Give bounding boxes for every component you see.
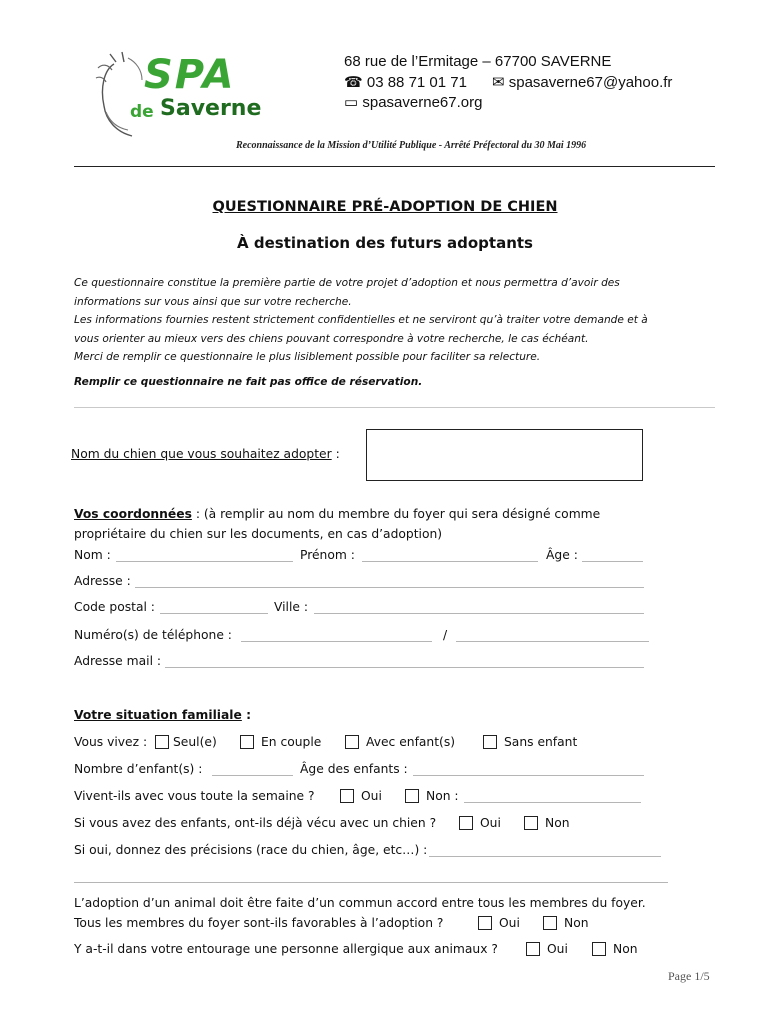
ville-label: Ville : [274,600,309,614]
email-address: spasaverne67@yahoo.fr [508,74,673,91]
vivez-label: Vous vivez : [74,735,148,749]
favorables-oui-label: Oui [499,916,520,930]
phone-line [344,73,467,91]
vivent-non-label: Non : [426,789,459,803]
seul-checkbox[interactable] [155,735,169,749]
vivent-label: Vivent-ils avec vous toute la semaine ? [74,789,315,803]
telephone-separator: / [443,628,448,642]
mail-label: Adresse mail : [74,654,162,668]
ville-field[interactable] [314,613,644,614]
precisions-label: Si oui, donnez des précisions (race du chien, âge, etc…) : [74,843,428,857]
coordonnees-heading: Vos coordonnées : (à remplir au nom du membre du foyer qui sera désigné comme [74,507,601,521]
intro-line-1: Ce questionnaire constitue la première partie de votre projet d’adoption et nous permettra d’avoir des [74,277,620,289]
code-postal-label: Code postal : [74,600,155,614]
famille-heading-text: Votre situation familiale [74,708,242,722]
allergique-oui-label: Oui [547,942,568,956]
prenom-label: Prénom : [300,548,355,562]
telephone-field-1[interactable] [241,641,432,642]
dog-name-label-text: Nom du chien que vous souhaitez adopter [71,447,332,461]
intro-divider [74,407,715,408]
logo [92,48,262,140]
envelope-icon: ✉ [492,74,505,91]
nb-enfants-field[interactable] [212,775,293,776]
favorables-non-checkbox[interactable] [543,916,557,930]
nom-field[interactable] [116,561,293,562]
vivent-oui-checkbox[interactable] [340,789,354,803]
favorables-non-label: Non [564,916,589,930]
intro-line-2: informations sur vous ainsi que sur votre recherche. [74,295,352,308]
precisions-field-2[interactable] [74,882,668,883]
avec-enfants-checkbox[interactable] [345,735,359,749]
vecu-oui-checkbox[interactable] [459,816,473,830]
allergique-oui-checkbox[interactable] [526,942,540,956]
allergique-non-checkbox[interactable] [592,942,606,956]
intro-paragraph [74,274,714,367]
allergique-non-label: Non [613,942,638,956]
vecu-non-checkbox[interactable] [524,816,538,830]
header-divider [74,166,715,167]
intro-line-5: Merci de remplir ce questionnaire le plus lisiblement possible pour faciliter sa relecture. [74,351,541,364]
mail-field[interactable] [165,667,644,668]
page-title: QUESTIONNAIRE PRÉ-ADOPTION DE CHIEN [212,199,558,215]
dog-name-label: Nom du chien que vous souhaitez adopter : [71,447,340,461]
phone-number: 03 88 71 01 71 [366,74,467,91]
phone-icon: ☎ [344,74,363,91]
famille-heading: Votre situation familiale : [74,708,252,722]
website-line [344,93,482,111]
couple-checkbox[interactable] [240,735,254,749]
reservation-note: Remplir ce questionnaire ne fait pas office de réservation. [74,376,423,388]
website-url: spasaverne67.org [362,94,483,111]
avec-enfants-label: Avec enfant(s) [366,735,456,749]
prenom-field[interactable] [362,561,538,562]
seul-label: Seul(e) [173,735,217,749]
computer-icon: ▭ [344,94,359,111]
email-line [492,73,672,91]
page-subtitle: À destination des futurs adoptants [237,234,533,252]
dog-name-field[interactable] [366,429,643,481]
vecu-oui-label: Oui [480,816,501,830]
age-enfants-label: Âge des enfants : [300,762,408,776]
vecu-label: Si vous avez des enfants, ont-ils déjà vécu avec un chien ? [74,816,437,830]
couple-label: En couple [261,735,322,749]
sans-enfant-checkbox[interactable] [483,735,497,749]
coordonnees-heading-text: Vos coordonnées [74,507,192,521]
telephone-label: Numéro(s) de téléphone : [74,628,232,642]
address-line: 68 rue de l’Ermitage – 67700 SAVERNE [344,53,612,70]
allergique-label: Y a-t-il dans votre entourage une personne allergique aux animaux ? [74,942,498,956]
favorables-label: Tous les membres du foyer sont-ils favorables à l’adoption ? [74,916,444,930]
favorables-oui-checkbox[interactable] [478,916,492,930]
adresse-label: Adresse : [74,574,131,588]
code-postal-field[interactable] [160,613,268,614]
mission-statement: Reconnaissance de la Mission d’Utilité Publique - Arrêté Préfectoral du 30 Mai 1996 [236,140,587,151]
age-label: Âge : [546,548,578,562]
nb-enfants-label: Nombre d’enfant(s) : [74,762,203,776]
vivent-non-field[interactable] [464,802,641,803]
vecu-non-label: Non [545,816,570,830]
accord-statement: L’adoption d’un animal doit être faite d’un commun accord entre tous les membres du foyer. [74,896,646,910]
telephone-field-2[interactable] [456,641,649,642]
vivent-non-checkbox[interactable] [405,789,419,803]
age-field[interactable] [582,561,643,562]
sans-enfant-label: Sans enfant [504,735,578,749]
adresse-field[interactable] [135,587,644,588]
logo-saverne-text: Saverne [160,96,262,121]
precisions-field-1[interactable] [429,856,661,857]
nom-label: Nom : [74,548,111,562]
intro-line-4: vous orienter au mieux vers des chiens pouvant correspondre à votre recherche, le cas échéant. [74,332,589,345]
page-number: Page 1/5 [668,969,710,983]
intro-line-3: Les informations fournies restent strictement confidentielles et ne serviront qu’à traiter votre demande et à [74,314,648,327]
coordonnees-heading-line-2: propriétaire du chien sur les documents, en cas d’adoption) [74,527,443,541]
age-enfants-field[interactable] [413,775,644,776]
logo-de-text: de [130,102,154,122]
logo-spa-text: SPA [144,52,236,98]
vivent-oui-label: Oui [361,789,382,803]
